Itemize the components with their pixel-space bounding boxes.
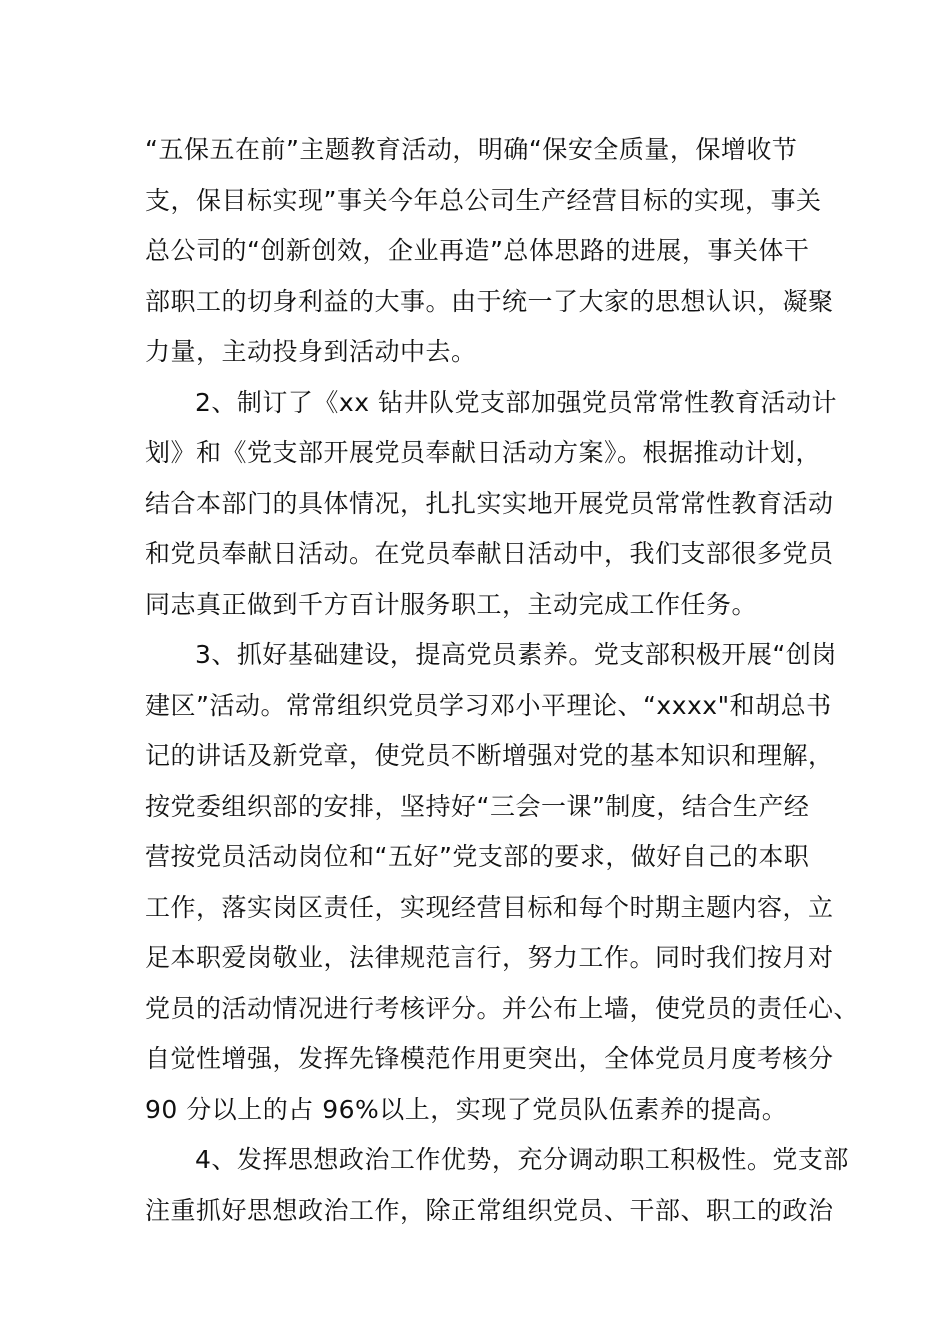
text-line: 营按党员活动岗位和“五好”党支部的要求，做好自己的本职 (145, 842, 810, 871)
text-line: 90 分以上的占 96%以上，实现了党员队伍素养的提高。 (145, 1094, 788, 1124)
text-line: 总公司的“创新创效，企业再造”总体思路的进展，事关体干 (145, 236, 810, 265)
text-line: 支，保目标实现”事关今年总公司生产经营目标的实现，事关 (145, 185, 822, 215)
text-line: 划》和《党支部开展党员奉献日活动方案》。根据推动计划， (145, 438, 822, 467)
paragraph-start-line: 2、制订了《xx 钻井队党支部加强党员常常性教育活动计 (195, 387, 837, 417)
text-line: 党员的活动情况进行考核评分。并公布上墙，使党员的责任心、 (145, 993, 860, 1023)
text-line: 同志真正做到千方百计服务职工，主动完成工作任务。 (145, 589, 758, 619)
text-line: 和党员奉献日活动。在党员奉献日活动中，我们支部很多党员 (145, 539, 834, 568)
text-line: 力量，主动投身到活动中去。 (145, 337, 477, 366)
text-line: 足本职爱岗敬业，法律规范言行，努力工作。同时我们按月对 (145, 943, 834, 972)
document-body (145, 125, 860, 1236)
text-line: 自觉性增强，发挥先锋模范作用更突出，全体党员月度考核分 (145, 1044, 834, 1073)
text-line: 结合本部门的具体情况，扎扎实实地开展党员常常性教育活动 (145, 488, 834, 518)
text-line: 建区”活动。常常组织党员学习邓小平理论、“xxxx"和胡总书 (145, 690, 832, 720)
text-line: 按党委组织部的安排，坚持好“三会一课”制度，结合生产经 (145, 791, 810, 821)
paragraph-start-line: 3、抓好基础建设，提高党员素养。党支部积极开展“创岗 (195, 640, 837, 669)
paragraph-start-line: 4、发挥思想政治工作优势，充分调动职工积极性。党支部 (195, 1145, 849, 1174)
text-line: 记的讲话及新党章，使党员不断增强对党的基本知识和理解， (145, 741, 834, 770)
text-line: 工作，落实岗区责任，实现经营目标和每个时期主题内容，立 (145, 892, 834, 922)
text-line: “五保五在前”主题教育活动，明确“保安全质量，保增收节 (145, 135, 798, 164)
text-line: 注重抓好思想政治工作，除正常组织党员、干部、职工的政治 (145, 1195, 834, 1225)
text-line: 部职工的切身利益的大事。由于统一了大家的思想认识，凝聚 (145, 286, 834, 316)
